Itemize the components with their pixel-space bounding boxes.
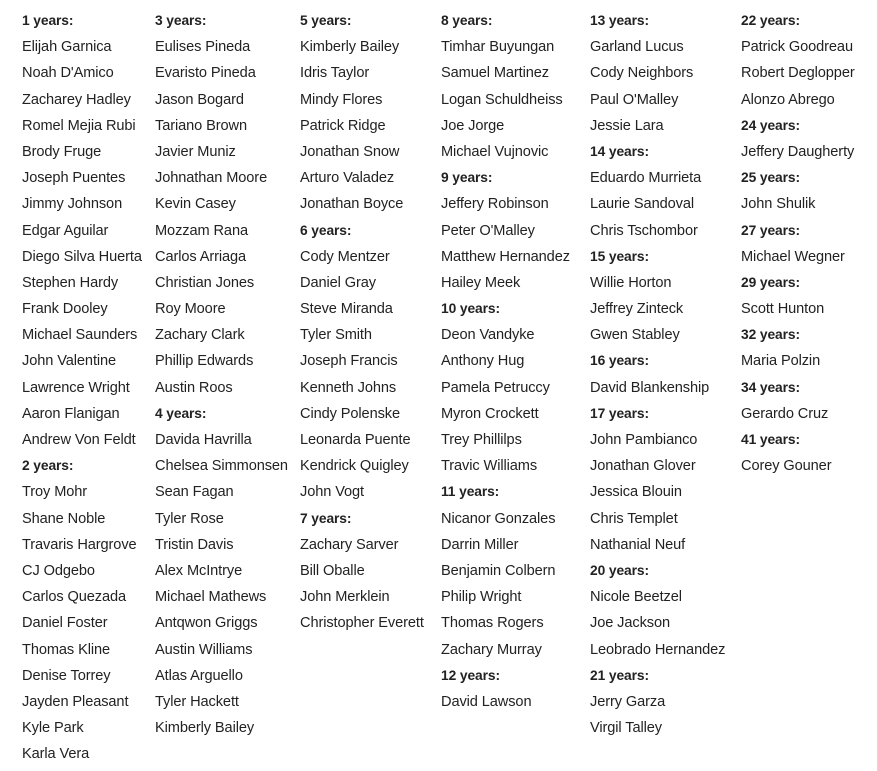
employee-name: Virgil Talley — [590, 720, 662, 737]
employee-name: Jessie Lara — [590, 117, 664, 134]
employee-name: Austin Roos — [155, 379, 233, 396]
employee-name: Kendrick Quigley — [300, 458, 409, 475]
employee-name: John Valentine — [22, 353, 117, 370]
employee-name: Jimmy Johnson — [22, 196, 123, 213]
employee-name: Mozzam Rana — [155, 222, 248, 239]
employee-name: Darrin Miller — [441, 536, 519, 553]
employee-name: Thomas Rogers — [441, 615, 544, 632]
employee-name: Frank Dooley — [22, 301, 108, 318]
employee-name: Kimberly Bailey — [300, 39, 400, 56]
years-heading: 9 years: — [441, 170, 493, 186]
years-heading: 41 years: — [741, 432, 800, 447]
employee-name: Sean Fagan — [155, 484, 234, 501]
employee-name: Jonathan Snow — [300, 143, 400, 160]
roster-column-5 — [590, 8, 725, 741]
roster-column-2 — [155, 8, 288, 741]
employee-name: Cody Neighbors — [590, 65, 694, 82]
years-heading: 12 years: — [441, 667, 500, 683]
employee-name: Atlas Arguello — [155, 667, 243, 684]
employee-name: Corey Gouner — [741, 458, 832, 475]
employee-name: Scott Hunton — [741, 301, 825, 318]
employee-name: Cindy Polenske — [300, 405, 401, 422]
employee-name: Lawrence Wright — [22, 379, 130, 396]
employee-name: Patrick Ridge — [300, 117, 386, 134]
employee-name: Karla Vera — [22, 746, 90, 763]
years-heading: 5 years: — [300, 13, 352, 28]
years-heading: 7 years: — [300, 510, 352, 526]
years-heading: 34 years: — [741, 379, 800, 395]
employee-name: Patrick Goodreau — [741, 39, 853, 56]
employee-name: Nathanial Neuf — [590, 536, 686, 553]
employee-name: Thomas Kline — [22, 641, 111, 658]
employee-name: Brody Fruge — [22, 143, 102, 160]
roster-column-4 — [441, 8, 570, 715]
employee-name: Trey Phillilps — [441, 432, 522, 448]
employee-name: Alex McIntrye — [155, 562, 243, 579]
employee-name: Nicole Beetzel — [590, 589, 682, 606]
employee-name: Travic Williams — [441, 458, 538, 475]
years-heading: 21 years: — [590, 667, 649, 683]
employee-name: Jerry Garza — [590, 693, 666, 710]
employee-name: Garland Lucus — [590, 39, 684, 56]
employee-name: Troy Mohr — [22, 484, 88, 501]
employee-name: Carlos Arriaga — [155, 248, 247, 265]
employee-name: Myron Crockett — [441, 405, 539, 422]
employee-name: John Merklein — [300, 589, 390, 606]
employee-name: Aaron Flanigan — [22, 405, 120, 422]
employee-name: Philip Wright — [441, 589, 522, 606]
years-heading: 27 years: — [741, 222, 800, 238]
years-heading: 16 years: — [590, 353, 649, 369]
employee-name: Willie Horton — [590, 274, 672, 291]
employee-name: Javier Muniz — [155, 143, 236, 160]
employee-name: Laurie Sandoval — [590, 196, 694, 213]
employee-name: Alonzo Abrego — [741, 91, 835, 108]
employee-name: Maria Polzin — [741, 353, 821, 370]
years-heading: 11 years: — [441, 484, 500, 500]
employee-name: Tristin Davis — [155, 536, 234, 553]
employee-name: Christian Jones — [155, 274, 255, 291]
employee-name: Leobrado Hernandez — [590, 641, 726, 658]
employee-name: Gerardo Cruz — [741, 405, 829, 422]
employee-name: Idris Taylor — [300, 65, 370, 82]
employee-name: Chris Templet — [590, 510, 678, 527]
employee-name: Benjamin Colbern — [441, 562, 556, 579]
employee-name: Denise Torrey — [22, 667, 111, 684]
roster-column-6 — [741, 8, 855, 479]
employee-name: Carlos Quezada — [22, 589, 127, 606]
years-heading: 1 years: — [22, 13, 74, 28]
employee-name: Michael Saunders — [22, 327, 138, 344]
employee-name: Chris Tschombor — [590, 222, 698, 239]
employee-name: John Vogt — [300, 484, 365, 501]
employee-name: Tariano Brown — [155, 117, 247, 134]
employee-name: Timhar Buyungan — [441, 39, 555, 56]
employee-name: Kyle Park — [22, 720, 84, 737]
employee-name: Jeffery Daugherty — [741, 143, 855, 160]
employee-name: Logan Schuldheiss — [441, 91, 563, 108]
years-heading: 8 years: — [441, 13, 493, 28]
employee-name: David Blankenship — [590, 379, 710, 396]
employee-name: Kevin Casey — [155, 196, 236, 213]
employee-name: Edgar Aguilar — [22, 222, 109, 239]
employee-name: Davida Havrilla — [155, 432, 252, 448]
employee-name: Austin Williams — [155, 641, 253, 658]
employee-name: Michael Mathews — [155, 589, 267, 606]
employee-name: Evaristo Pineda — [155, 65, 256, 82]
years-heading: 32 years: — [741, 327, 800, 343]
employee-name: Diego Silva Huerta — [22, 248, 142, 265]
employee-name: Zachary Murray — [441, 641, 542, 658]
years-heading: 15 years: — [590, 248, 649, 264]
employee-name: Johnathan Moore — [155, 170, 268, 187]
years-heading: 13 years: — [590, 13, 649, 28]
employee-name: Steve Miranda — [300, 301, 393, 318]
employee-name: Anthony Hug — [441, 353, 525, 370]
employee-name: Leonarda Puente — [300, 432, 411, 448]
employee-name: Jayden Pleasant — [22, 693, 129, 710]
years-heading: 20 years: — [590, 562, 649, 578]
employee-name: Pamela Petruccy — [441, 379, 550, 396]
employee-name: Andrew Von Feldt — [22, 432, 136, 448]
employee-name: Michael Vujnovic — [441, 143, 549, 160]
years-heading: 2 years: — [22, 458, 74, 474]
employee-name: Eduardo Murrieta — [590, 170, 702, 187]
employee-name: Robert Deglopper — [741, 65, 855, 82]
employee-name: Zachary Clark — [155, 327, 245, 344]
employee-name: Jason Bogard — [155, 91, 244, 108]
employee-name: Jonathan Boyce — [300, 196, 404, 213]
employee-name: Hailey Meek — [441, 274, 521, 291]
employee-name: Tyler Smith — [300, 327, 372, 344]
years-heading: 17 years: — [590, 405, 649, 421]
employee-name: Zachary Sarver — [300, 536, 399, 553]
employee-name: Daniel Foster — [22, 615, 108, 632]
employee-name: Jonathan Glover — [590, 458, 696, 475]
employee-name: Tyler Hackett — [155, 693, 239, 710]
employee-name: Romel Mejia Rubi — [22, 117, 136, 134]
years-heading: 4 years: — [155, 405, 207, 421]
employee-name: Joe Jackson — [590, 615, 671, 632]
employee-name: Kenneth Johns — [300, 379, 397, 396]
employee-name: Peter O'Malley — [441, 222, 535, 239]
years-heading: 25 years: — [741, 170, 800, 186]
years-heading: 29 years: — [741, 274, 800, 290]
employee-name: Tyler Rose — [155, 510, 224, 527]
employee-name: Travaris Hargrove — [22, 536, 137, 553]
employee-name: CJ Odgebo — [22, 562, 95, 579]
employee-name: Antqwon Griggs — [155, 615, 258, 632]
years-heading: 14 years: — [590, 143, 649, 159]
employee-name: Kimberly Bailey — [155, 720, 255, 737]
employee-name: Jessica Blouin — [590, 484, 682, 501]
years-heading: 6 years: — [300, 222, 352, 238]
employee-name: Cody Mentzer — [300, 248, 390, 265]
employee-name: Shane Noble — [22, 510, 106, 527]
employee-name: Joe Jorge — [441, 117, 505, 134]
years-heading: 3 years: — [155, 13, 207, 28]
employee-name: Elijah Garnica — [22, 39, 112, 56]
employee-name: Joseph Puentes — [22, 170, 126, 187]
employee-name: Stephen Hardy — [22, 274, 119, 291]
employee-name: David Lawson — [441, 693, 532, 710]
roster-column-1 — [22, 8, 142, 767]
employee-name: Bill Oballe — [300, 562, 365, 579]
employee-name: Noah D'Amico — [22, 65, 114, 82]
employee-name: Chelsea Simmonsen — [155, 458, 288, 475]
employee-name: Zacharey Hadley — [22, 91, 131, 108]
employee-name: Mindy Flores — [300, 91, 383, 108]
employee-name: Christopher Everett — [300, 615, 424, 632]
years-heading: 24 years: — [741, 117, 800, 133]
employee-name: Michael Wegner — [741, 248, 845, 265]
employee-name: Roy Moore — [155, 301, 226, 318]
employee-name: Joseph Francis — [300, 353, 398, 370]
employee-name: Samuel Martinez — [441, 65, 549, 82]
employee-name: Deon Vandyke — [441, 327, 535, 344]
employee-name: Matthew Hernandez — [441, 248, 570, 265]
employee-name: Phillip Edwards — [155, 353, 254, 370]
years-heading: 22 years: — [741, 13, 800, 28]
employee-name: Nicanor Gonzales — [441, 510, 556, 527]
employee-name: Jeffrey Zinteck — [590, 301, 684, 318]
employee-name: Daniel Gray — [300, 274, 376, 291]
employee-name: John Shulik — [741, 196, 816, 213]
employee-name: John Pambianco — [590, 432, 698, 448]
employee-name: Jeffery Robinson — [441, 196, 549, 213]
employee-name: Gwen Stabley — [590, 327, 680, 344]
employee-name: Arturo Valadez — [300, 170, 395, 187]
employee-name: Eulises Pineda — [155, 39, 251, 56]
employee-name: Paul O'Malley — [590, 91, 679, 108]
years-heading: 10 years: — [441, 301, 500, 317]
roster-column-3 — [300, 8, 424, 637]
